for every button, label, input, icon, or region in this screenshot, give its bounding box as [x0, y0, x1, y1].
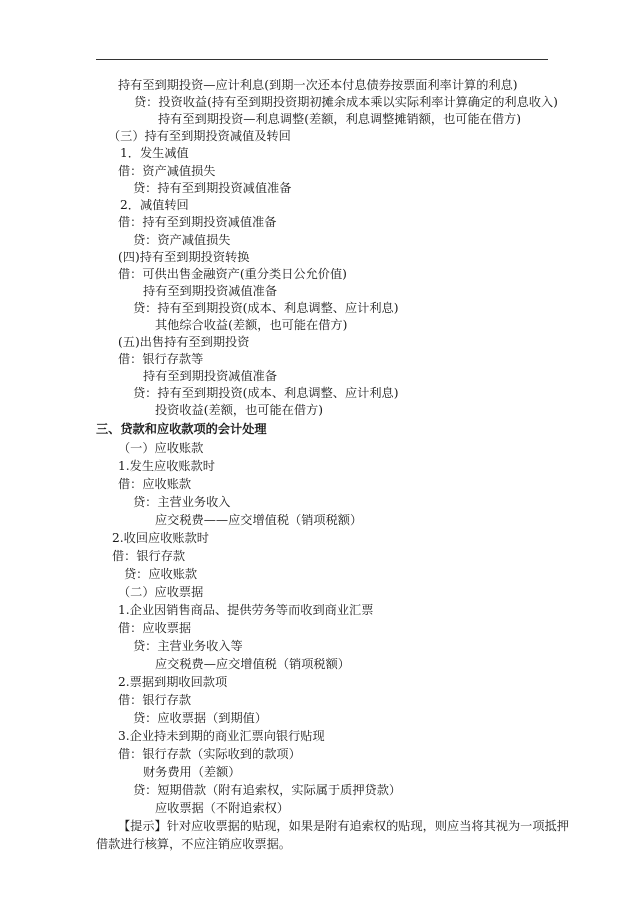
text-line: 贷：应收账款 — [124, 567, 198, 581]
text-line: 贷：资产减值损失 — [133, 233, 231, 247]
text-line: 借：应收账款 — [118, 477, 192, 491]
section-heading: (五)出售持有至到期投资 — [118, 335, 250, 349]
text-line: 贷：主营业务收入 — [133, 495, 231, 509]
tip-text-continued: 借款进行核算，不应注销应收票据。 — [96, 837, 291, 851]
text-line: 贷：投资收益(持有至到期投资期初摊余成本乘以实际利率计算确定的利息收入) — [134, 95, 558, 109]
text-line: 借：资产减值损失 — [118, 164, 216, 178]
section-heading: （三）持有至到期投资减值及转回 — [108, 129, 291, 143]
text-line: 2.收回应收账款时 — [112, 531, 209, 545]
text-line: 持有至到期投资—应计利息(到期一次还本付息债券按票面利率计算的利息) — [118, 78, 518, 92]
text-line: 持有至到期投资减值准备 — [143, 369, 278, 383]
text-line: 借：应收票据 — [118, 621, 192, 635]
text-line: 1．发生减值 — [120, 146, 189, 160]
text-line: 借：持有至到期投资减值准备 — [118, 215, 277, 229]
text-line: 借：银行存款 — [118, 693, 192, 707]
section-heading: （二）应收票据 — [118, 585, 204, 599]
tip-text: 【提示】针对应收票据的贴现，如果是附有追索权的贴现，则应当将其视为一项抵押 — [118, 819, 569, 833]
text-line: 贷：应收票据（到期值） — [133, 711, 268, 725]
text-line: 1.发生应收账款时 — [118, 459, 215, 473]
section-heading: (四)持有至到期投资转换 — [118, 250, 250, 264]
text-line: 贷：短期借款（附有追索权，实际属于质押贷款） — [133, 783, 402, 797]
text-line: 财务费用（差额） — [143, 765, 241, 779]
text-line: 贷：主营业务收入等 — [133, 639, 243, 653]
text-line: 借：银行存款 — [112, 549, 186, 563]
text-line: 应交税费—应交增值税（销项税额） — [155, 657, 350, 671]
section-heading: （一）应收账款 — [118, 441, 204, 455]
text-line: 1.企业因销售商品、提供劳务等而收到商业汇票 — [118, 603, 374, 617]
text-line: 持有至到期投资—利息调整(差额，利息调整摊销额，也可能在借方) — [158, 112, 521, 126]
text-line: 贷：持有至到期投资(成本、利息调整、应计利息) — [133, 386, 399, 400]
text-line: 应收票据（不附追索权） — [155, 801, 290, 815]
text-line: 持有至到期投资减值准备 — [143, 284, 278, 298]
text-line: 应交税费——应交增值税（销项税额） — [155, 513, 363, 527]
text-line: 投资收益(差额，也可能在借方) — [155, 403, 323, 417]
text-line: 其他综合收益(差额，也可能在借方) — [155, 318, 348, 332]
text-line: 借：可供出售金融资产(重分类日公允价值) — [118, 267, 347, 281]
text-line: 2.票据到期收回款项 — [118, 675, 228, 689]
text-line: 借：银行存款等 — [118, 352, 204, 366]
text-line: 3.企业持未到期的商业汇票向银行贴现 — [118, 729, 325, 743]
header-rule — [96, 59, 548, 60]
text-line: 贷：持有至到期投资(成本、利息调整、应计利息) — [133, 301, 399, 315]
text-line: 借：银行存款（实际收到的款项） — [118, 747, 301, 761]
text-line: 2．减值转回 — [120, 198, 189, 212]
chapter-heading: 三、贷款和应收款项的会计处理 — [96, 422, 267, 436]
text-line: 贷：持有至到期投资减值准备 — [133, 181, 292, 195]
